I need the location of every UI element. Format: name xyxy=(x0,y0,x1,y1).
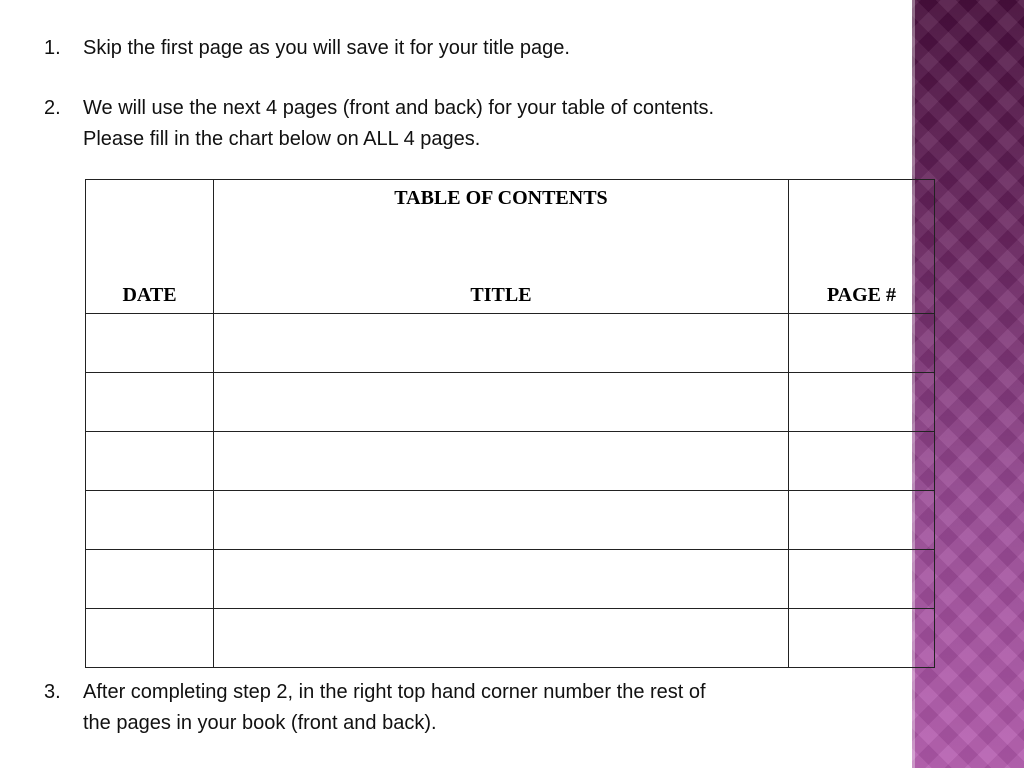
column-header-date: DATE xyxy=(122,284,177,306)
cell-title xyxy=(214,373,789,432)
table-row xyxy=(86,550,935,609)
table-row xyxy=(86,314,935,373)
header-cell-title xyxy=(214,180,789,314)
cell-date xyxy=(86,550,214,609)
table-row xyxy=(86,609,935,668)
header-cell-date xyxy=(86,180,214,314)
table-row xyxy=(86,491,935,550)
table-body xyxy=(86,314,935,668)
step-text-line: Please fill in the chart below on ALL 4 pages. xyxy=(83,128,481,150)
column-header-page: PAGE # xyxy=(826,284,897,306)
step-text-line: the pages in your book (front and back). xyxy=(83,712,437,734)
cell-date xyxy=(86,609,214,668)
step-2 xyxy=(44,93,904,155)
cell-date xyxy=(86,432,214,491)
cell-page xyxy=(789,314,935,373)
table-row xyxy=(86,373,935,432)
step-number: 3. xyxy=(44,681,61,703)
cell-page xyxy=(789,609,935,668)
table-of-contents-chart xyxy=(85,179,935,668)
cell-title xyxy=(214,609,789,668)
cell-title xyxy=(214,314,789,373)
table-heading: TABLE OF CONTENTS xyxy=(394,187,608,209)
cell-page xyxy=(789,491,935,550)
step-number: 2. xyxy=(44,97,61,119)
step-1 xyxy=(44,33,904,64)
cell-date xyxy=(86,491,214,550)
step-number: 1. xyxy=(44,37,61,59)
cell-page xyxy=(789,432,935,491)
table-header-row xyxy=(86,180,935,314)
cell-title xyxy=(214,432,789,491)
cell-page xyxy=(789,550,935,609)
column-header-title: TITLE xyxy=(470,284,532,306)
step-text-line: Skip the first page as you will save it for your title page. xyxy=(83,37,570,59)
step-text-line: After completing step 2, in the right top hand corner number the rest of xyxy=(83,681,706,703)
table-row xyxy=(86,432,935,491)
cell-date xyxy=(86,373,214,432)
header-cell-page xyxy=(789,180,935,314)
step-text-line: We will use the next 4 pages (front and back) for your table of contents. xyxy=(83,97,715,119)
cell-page xyxy=(789,373,935,432)
step-3 xyxy=(44,677,904,739)
cell-date xyxy=(86,314,214,373)
cell-title xyxy=(214,491,789,550)
cell-title xyxy=(214,550,789,609)
